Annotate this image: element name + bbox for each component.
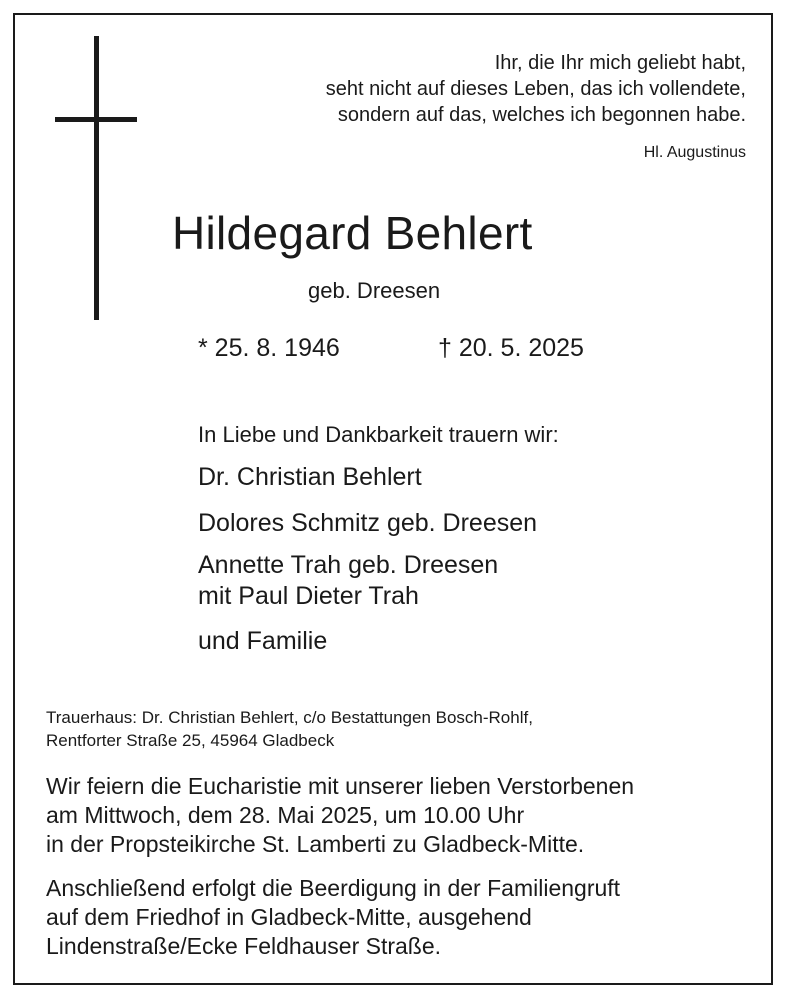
quote-line: sondern auf das, welches ich begonnen habe. (337, 104, 746, 126)
maiden-name: geb. Dreesen (308, 278, 441, 303)
mourner-line: Dolores Schmitz geb. Dreesen (198, 509, 538, 537)
death-date: † 20. 5. 2025 (438, 334, 584, 362)
address-line: Trauerhaus: Dr. Christian Behlert, c/o Bestattungen Bosch-Rohlf, (46, 708, 533, 727)
burial-line: Anschließend erfolgt die Beerdigung in der Familiengruft (46, 875, 621, 901)
mourner-entry (198, 550, 498, 612)
service-info (46, 772, 634, 859)
mourners-intro: In Liebe und Dankbarkeit trauern wir: (198, 422, 559, 447)
birth-date: * 25. 8. 1946 (198, 334, 340, 362)
mourner-line: und Familie (198, 627, 328, 655)
burial-line: auf dem Friedhof in Gladbeck-Mitte, ausgehend (46, 904, 532, 930)
service-line: in der Propsteikirche St. Lamberti zu Gladbeck-Mitte. (46, 831, 585, 857)
burial-info (46, 874, 620, 961)
burial-line: Lindenstraße/Ecke Feldhauser Straße. (46, 933, 442, 959)
mourner-entry (198, 462, 422, 493)
cross-icon (94, 36, 99, 320)
service-line: am Mittwoch, dem 28. Mai 2025, um 10.00 Uhr (46, 802, 525, 828)
quote-line: Ihr, die Ihr mich geliebt habt, (494, 52, 746, 74)
quote-line: seht nicht auf dieses Leben, das ich vollendete, (325, 78, 746, 100)
trauerhaus-address (46, 706, 533, 752)
cross-icon-bar (55, 117, 137, 122)
service-line: Wir feiern die Eucharistie mit unserer lieben Verstorbenen (46, 773, 635, 799)
mourner-entry (198, 508, 537, 539)
quote (326, 50, 746, 128)
mourner-line: Annette Trah geb. Dreesen (198, 551, 499, 579)
mourner-line: Dr. Christian Behlert (198, 463, 422, 491)
quote-author: Hl. Augustinus (643, 144, 746, 161)
mourner-line: mit Paul Dieter Trah (198, 582, 419, 610)
mourner-entry (198, 626, 327, 657)
deceased-name: Hildegard Behlert (172, 207, 533, 259)
address-line: Rentforter Straße 25, 45964 Gladbeck (46, 731, 335, 750)
